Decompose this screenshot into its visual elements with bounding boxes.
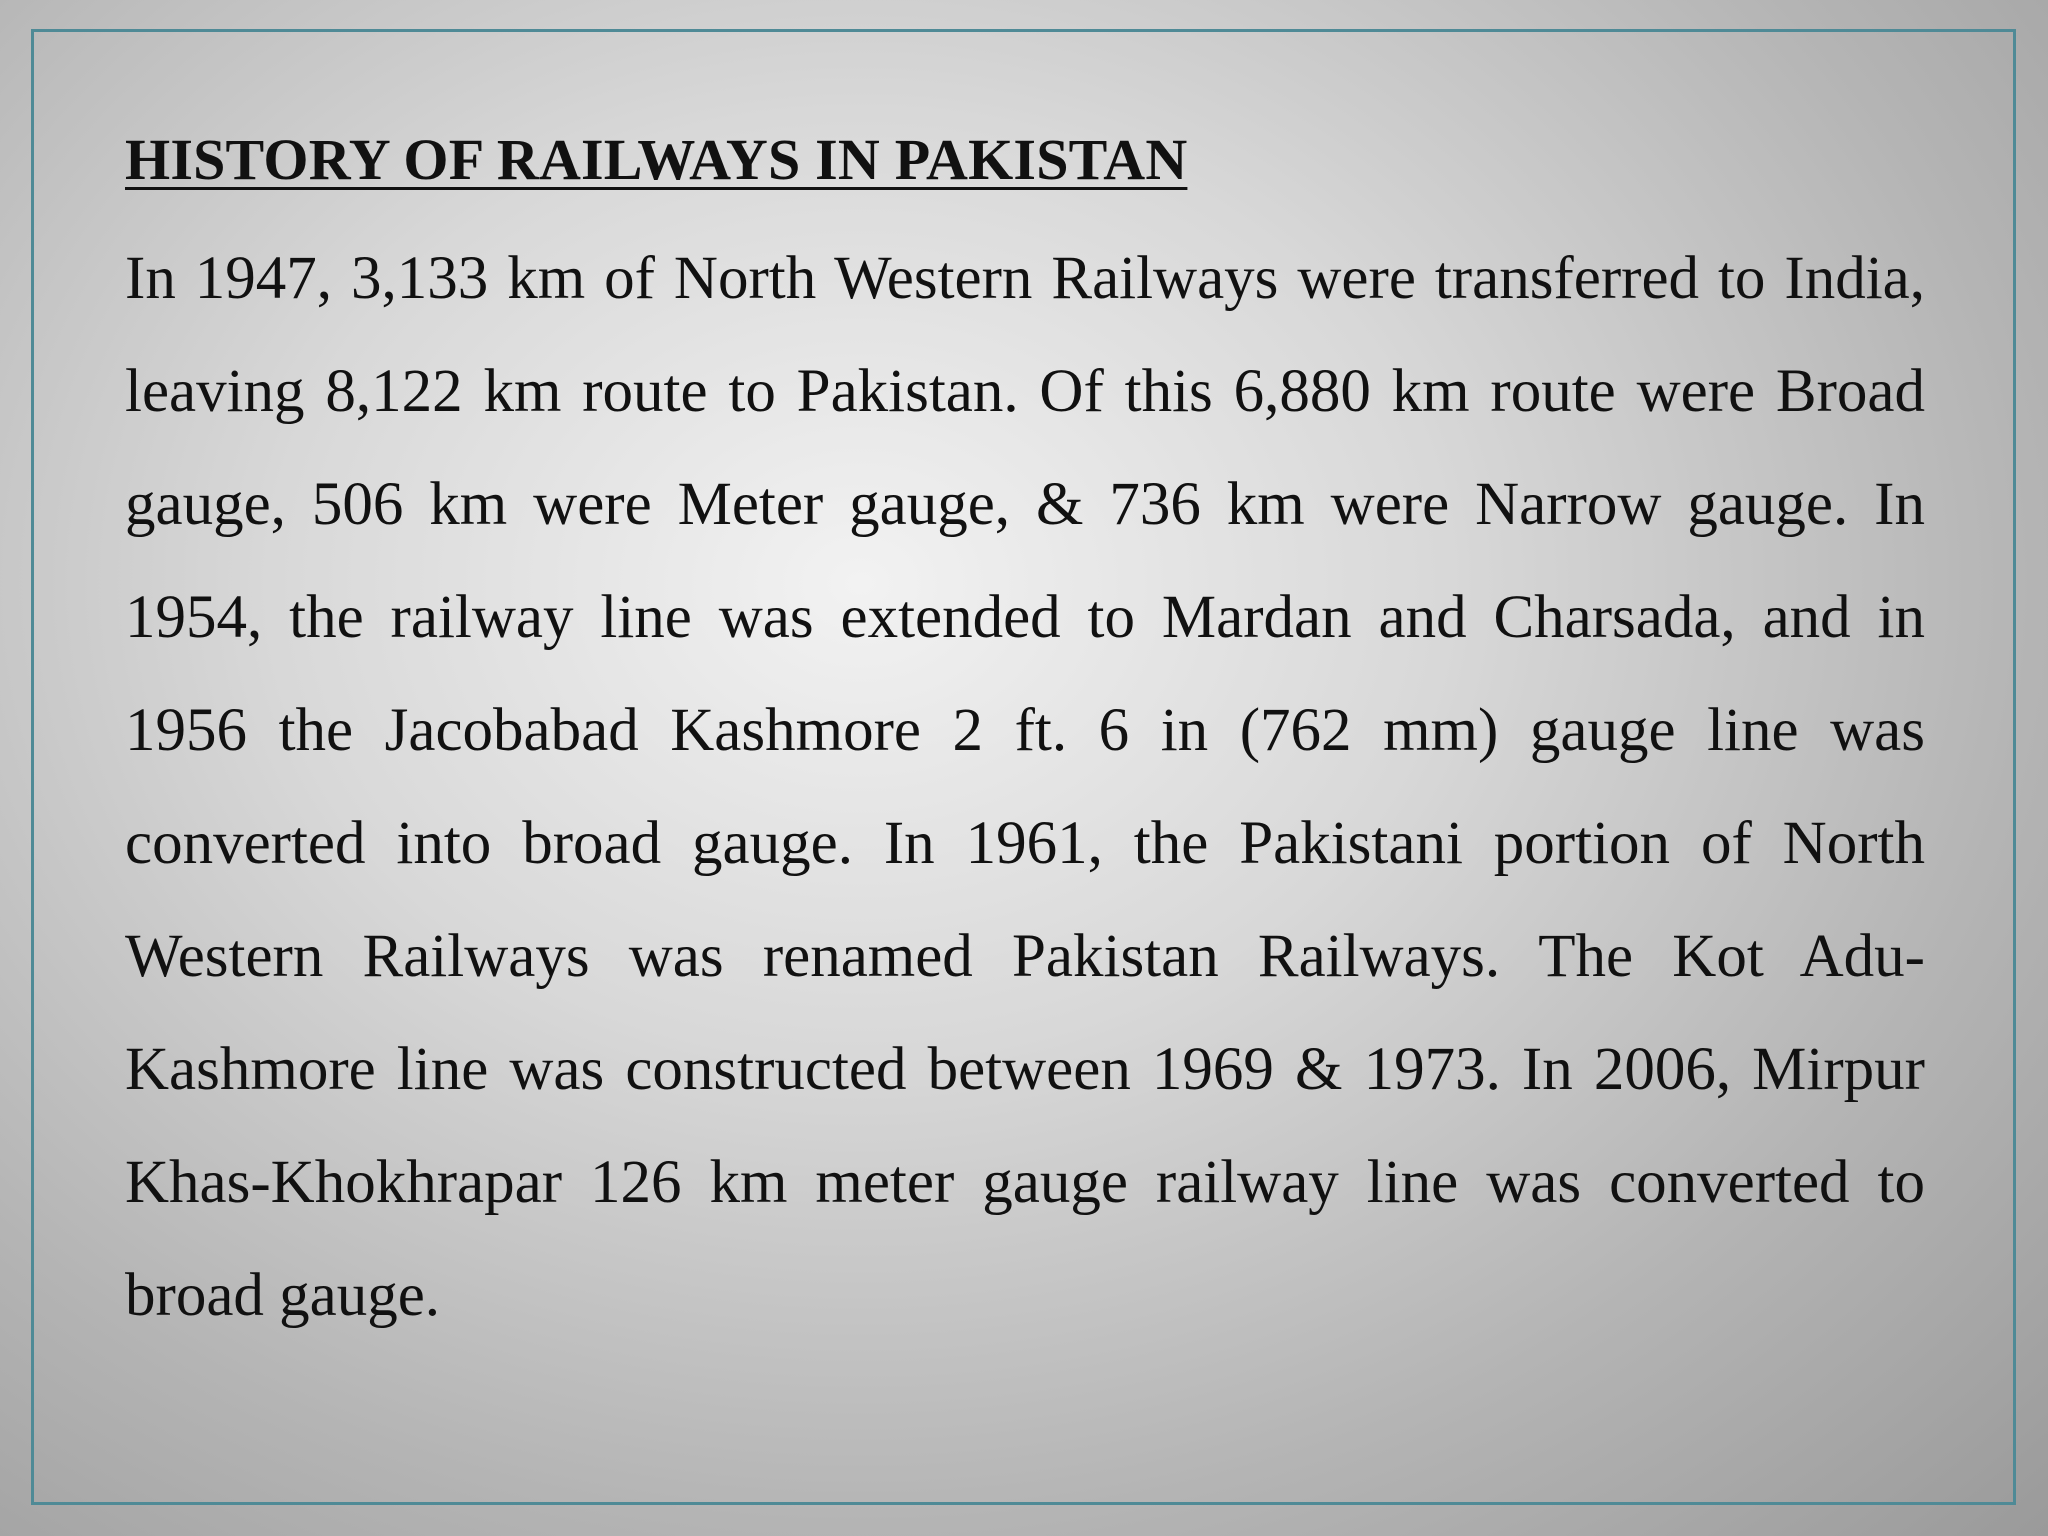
slide-body-text: In 1947, 3,133 km of North Western Railways were transferred to India, leaving 8,122 km route to Pakistan. Of this 6,880 km route were Broad gauge, 506 km were Meter gauge, & 736 km were Narrow gauge. In 1954, the railway line was extended to Mardan and Charsada, and in 1956 the Jacobabad Kashmore 2 ft. 6 in (762 mm) gauge line was converted into broad gauge. In 1961, the Pakistani portion of North Western Railways was renamed Pakistan Railways. The Kot Adu-Kashmore line was constructed between 1969 & 1973. In 2006, Mirpur Khas-Khokhrapar 126 km meter gauge railway line was converted to broad gauge. bbox=[125, 245, 1925, 1329]
slide-title: HISTORY OF RAILWAYS IN PAKISTAN bbox=[125, 127, 1188, 192]
slide-content bbox=[125, 120, 1925, 1352]
